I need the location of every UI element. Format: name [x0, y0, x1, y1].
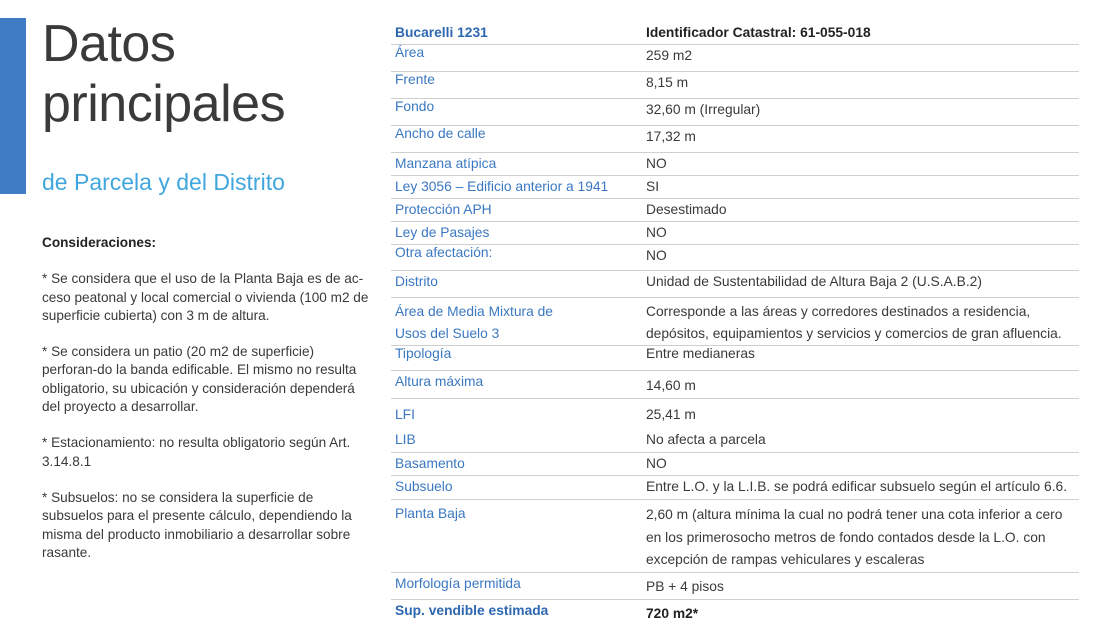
page-subtitle: de Parcela y del Distrito [42, 169, 285, 195]
cadastral-id: Identificador Catastral: 61-055-018 [646, 25, 871, 40]
consideration-item: * Subsuelos: no se considera la superficie de subsuelos para el presente cálculo, dependiendo la misma del producto inmobiliario a desarrollar sobre rasante. [42, 489, 352, 560]
considerations-heading: Consideraciones: [42, 235, 157, 250]
title-line-2: principales [42, 75, 286, 133]
title-line-1: Datos [42, 15, 176, 73]
table-row [391, 153, 1079, 176]
row-label: Otra afectación: [395, 245, 493, 260]
row-label: Morfología permitida [395, 576, 521, 591]
table-header-row [391, 22, 1079, 45]
estimated-area-value: 720 m2* [646, 606, 699, 621]
row-value: 25,41 m [646, 407, 696, 422]
row-value: Desestimado [646, 202, 727, 217]
row-label: Protección APH [395, 202, 492, 217]
row-label: Ley 3056 – Edificio anterior a 1941 [395, 179, 609, 194]
page-title [42, 14, 285, 134]
table-row [391, 573, 1079, 600]
row-value: NO [646, 225, 667, 240]
table-row [391, 176, 1079, 199]
table-row [391, 271, 1079, 298]
row-value: 32,60 m (Irregular) [646, 102, 761, 117]
row-value: NO [646, 456, 667, 471]
estimated-area-label: Sup. vendible estimada [395, 603, 549, 618]
row-label: Frente [395, 72, 435, 87]
row-value: PB + 4 pisos [646, 579, 724, 594]
row-label: LIB [395, 432, 416, 447]
row-value: 8,15 m [646, 75, 689, 90]
accent-bar [0, 18, 26, 194]
parcel-data-table [391, 22, 1079, 626]
row-value: NO [646, 156, 667, 171]
table-row [391, 99, 1079, 126]
table-row [391, 72, 1079, 99]
row-value: No afecta a parcela [646, 432, 766, 447]
row-label: Ley de Pasajes [395, 225, 490, 240]
table-row [391, 346, 1079, 371]
row-value: 17,32 m [646, 129, 696, 144]
table-row [391, 199, 1079, 222]
row-label: Manzana atípica [395, 156, 497, 171]
address-label: Bucarelli 1231 [395, 25, 488, 40]
consideration-item: * Estacionamiento: no resulta obligatorio según Art. 3.14.8.1 [42, 435, 351, 469]
row-value: 14,60 m [646, 378, 696, 393]
row-label: Área [395, 45, 425, 60]
table-row [391, 222, 1079, 245]
table-row [391, 423, 1079, 453]
table-row [391, 126, 1079, 153]
row-label: Fondo [395, 99, 435, 114]
table-row [391, 500, 1079, 573]
consideration-item: * Se considera que el uso de la Planta Baja es de ac-ceso peatonal y local comercial o vivienda (100 m2 de superficie cubierta) con 3 m de altura. [42, 271, 369, 323]
table-row [391, 371, 1079, 399]
row-value: 259 m2 [646, 48, 693, 63]
row-value: NO [646, 248, 667, 263]
row-value: Corresponde a las áreas y corredores destinados a residencia, depósitos, equipamientos y servicios y comercios de gran afluencia. [646, 304, 1062, 341]
row-label: Área de Media Mixtura de Usos del Suelo 3 [395, 304, 553, 341]
row-value: Entre medianeras [646, 346, 755, 361]
row-label: Subsuelo [395, 479, 453, 494]
row-label: Planta Baja [395, 506, 466, 521]
table-row [391, 453, 1079, 476]
row-label: Distrito [395, 274, 438, 289]
row-value: SI [646, 179, 660, 194]
row-label: Tipología [395, 346, 452, 361]
row-label: Ancho de calle [395, 126, 486, 141]
considerations-section [42, 234, 372, 580]
table-footer-row [391, 600, 1079, 626]
row-label: Altura máxima [395, 374, 484, 389]
row-label: LFI [395, 407, 415, 422]
row-label: Basamento [395, 456, 465, 471]
row-value: Unidad de Sustentabilidad de Altura Baja 2 (U.S.A.B.2) [646, 274, 982, 289]
row-value: Entre L.O. y la L.I.B. se podrá edificar subsuelo según el artículo 6.6. [646, 479, 1068, 494]
row-value: 2,60 m (altura mínima la cual no podrá tener una cota inferior a cero en los primerosocho metros de fondo contados desde la L.O. con excepción de rampas vehiculares y escaleras [646, 507, 1063, 567]
table-row [391, 45, 1079, 72]
table-row [391, 476, 1079, 500]
table-row [391, 298, 1079, 346]
table-row [391, 399, 1079, 423]
table-row [391, 245, 1079, 271]
consideration-item: * Se considera un patio (20 m2 de superficie) perforan-do la banda edificable. El mismo no resulta obligatorio, su ubicación y consideración dependerá del proyecto a desarrollar. [42, 344, 357, 415]
